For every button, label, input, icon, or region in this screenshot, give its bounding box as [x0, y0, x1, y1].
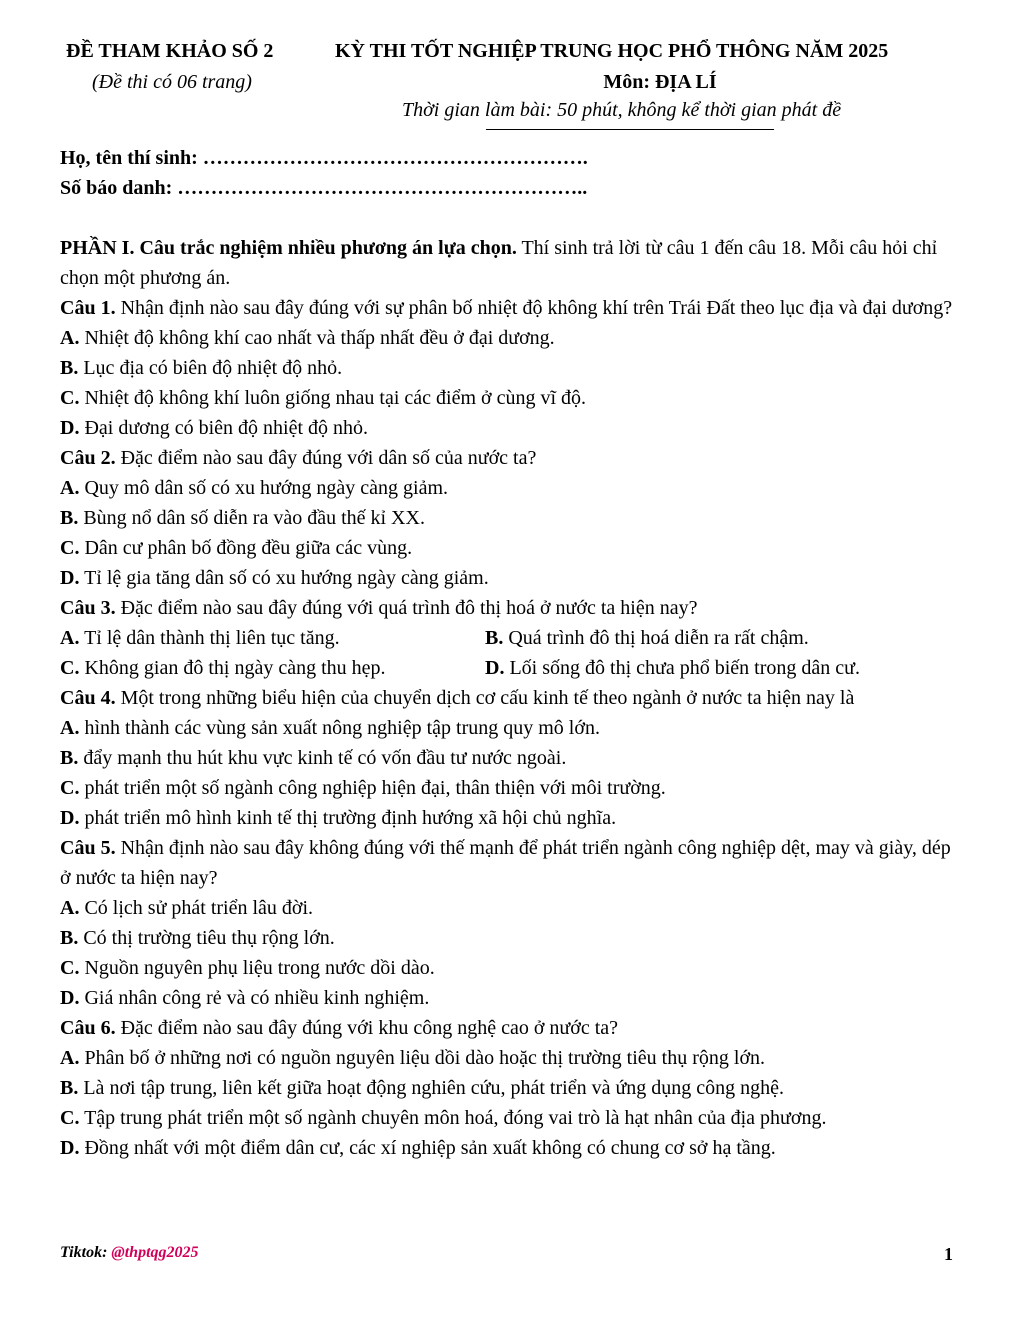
page-number: 1 [944, 1244, 953, 1264]
option-key: C. [60, 957, 80, 979]
option-key: B. [60, 747, 79, 769]
exam-title: KỲ THI TỐT NGHIỆP TRUNG HỌC PHỔ THÔNG NĂM 2025 [335, 40, 889, 62]
option-4b [60, 743, 966, 773]
question-text: Đặc điểm nào sau đây đúng với dân số của nước ta? [115, 447, 537, 469]
question-label: Câu 5. [60, 837, 116, 859]
option-text: Nhiệt độ không khí luôn giống nhau tại các điểm ở cùng vĩ độ. [79, 387, 587, 409]
option-text: phát triển một số ngành công nghiệp hiện đại, thân thiện với môi trường. [79, 777, 666, 799]
option-5d [60, 983, 966, 1013]
option-key: D. [485, 657, 505, 679]
option-key: C. [60, 657, 80, 679]
question-4 [60, 683, 966, 713]
option-key: B. [60, 507, 79, 529]
question-1 [60, 293, 966, 323]
option-2d [60, 563, 966, 593]
option-6d [60, 1133, 966, 1163]
question-3 [60, 593, 966, 623]
option-key: A. [60, 477, 80, 499]
option-text: Lối sống đô thị chưa phổ biến trong dân cư. [504, 657, 860, 679]
question-text: Đặc điểm nào sau đây đúng với khu công nghệ cao ở nước ta? [115, 1017, 618, 1039]
exam-code: ĐỀ THAM KHẢO SỐ 2 [66, 40, 274, 62]
option-1c [60, 383, 966, 413]
question-label: Câu 3. [60, 597, 116, 619]
options-row-3cd [60, 653, 966, 683]
option-5c [60, 953, 966, 983]
option-text: Đại dương có biên độ nhiệt độ nhỏ. [79, 417, 369, 439]
option-3a [60, 623, 485, 653]
option-text: Dân cư phân bố đồng đều giữa các vùng. [79, 537, 413, 559]
option-text: Quy mô dân số có xu hướng ngày càng giảm. [79, 477, 449, 499]
option-5a [60, 893, 966, 923]
option-key: A. [60, 717, 80, 739]
option-key: B. [60, 1077, 79, 1099]
question-text: Đặc điểm nào sau đây đúng với quá trình đô thị hoá ở nước ta hiện nay? [115, 597, 698, 619]
option-text: Quá trình đô thị hoá diễn ra rất chậm. [503, 627, 809, 649]
option-key: C. [60, 537, 80, 559]
option-key: D. [60, 567, 80, 589]
time-limit: Thời gian làm bài: 50 phút, không kể thời gian phát đề [402, 99, 842, 121]
option-6c [60, 1103, 966, 1133]
option-text: Là nơi tập trung, liên kết giữa hoạt động nghiên cứu, phát triển và ứng dụng công nghệ. [78, 1077, 785, 1099]
option-4d [60, 803, 966, 833]
option-text: Phân bố ở những nơi có nguồn nguyên liệu dồi dào hoặc thị trường tiêu thụ rộng lớn. [79, 1047, 766, 1069]
option-4a [60, 713, 966, 743]
option-text: Nguồn nguyên phụ liệu trong nước dồi dào. [79, 957, 435, 979]
section-title: PHẦN I. Câu trắc nghiệm nhiều phương án lựa chọn. [60, 237, 517, 259]
exam-content [60, 233, 966, 1163]
option-text: Có lịch sử phát triển lâu đời. [79, 897, 314, 919]
question-text: Một trong những biểu hiện của chuyển dịch cơ cấu kinh tế theo ngành ở nước ta hiện nay là [115, 687, 855, 709]
option-text: Tỉ lệ gia tăng dân số có xu hướng ngày càng giảm. [79, 567, 489, 589]
option-key: A. [60, 1047, 80, 1069]
header-divider [486, 129, 774, 130]
question-2 [60, 443, 966, 473]
option-text: Bùng nổ dân số diễn ra vào đầu thế kỉ XX. [78, 507, 425, 529]
option-text: phát triển mô hình kinh tế thị trường định hướng xã hội chủ nghĩa. [79, 807, 617, 829]
option-key: C. [60, 387, 80, 409]
options-row-3ab [60, 623, 966, 653]
question-5 [60, 833, 966, 893]
option-1a [60, 323, 966, 353]
option-3c [60, 653, 485, 683]
footer-prefix: Tiktok: [60, 1244, 112, 1261]
option-text: Tập trung phát triển một số ngành chuyên môn hoá, đóng vai trò là hạt nhân của địa phương. [79, 1107, 827, 1129]
option-text: Đồng nhất với một điểm dân cư, các xí nghiệp sản xuất không có chung cơ sở hạ tầng. [79, 1137, 776, 1159]
tiktok-handle[interactable]: @thptqg2025 [111, 1244, 199, 1261]
option-text: Không gian đô thị ngày càng thu hẹp. [79, 657, 386, 679]
option-5b [60, 923, 966, 953]
option-text: Nhiệt độ không khí cao nhất và thấp nhất đều ở đại dương. [79, 327, 555, 349]
option-text: hình thành các vùng sản xuất nông nghiệp tập trung quy mô lớn. [79, 717, 600, 739]
option-key: B. [60, 927, 79, 949]
option-key: D. [60, 1137, 80, 1159]
option-key: B. [60, 357, 79, 379]
subject: Môn: ĐỊA LÍ [603, 71, 717, 93]
question-6 [60, 1013, 966, 1043]
option-3d [485, 653, 860, 683]
question-text: Nhận định nào sau đây đúng với sự phân bố nhiệt độ không khí trên Trái Đất theo lục địa và đại dương? [115, 297, 953, 319]
option-6a [60, 1043, 966, 1073]
section-heading [60, 233, 966, 293]
option-text: Lục địa có biên độ nhiệt độ nhỏ. [78, 357, 343, 379]
candidate-id-field: Số báo danh: …………………………………………………….. [60, 177, 588, 199]
option-4c [60, 773, 966, 803]
option-text: Tỉ lệ dân thành thị liên tục tăng. [79, 627, 340, 649]
option-key: C. [60, 777, 80, 799]
option-key: A. [60, 327, 80, 349]
option-6b [60, 1073, 966, 1103]
option-key: D. [60, 417, 80, 439]
section-instruction: Thí sinh trả lời từ câu 1 đến câu 18. Mỗi câu hỏi chỉ chọn một phương án. [60, 237, 938, 289]
question-text: Nhận định nào sau đây không đúng với thế mạnh để phát triển ngành công nghiệp dệt, may và giày, dép ở nước ta hiện nay? [60, 837, 951, 889]
option-key: D. [60, 807, 80, 829]
option-2a [60, 473, 966, 503]
footer-social [60, 1244, 199, 1262]
option-key: D. [60, 987, 80, 1009]
option-key: A. [60, 627, 80, 649]
option-key: B. [485, 627, 504, 649]
option-2b [60, 503, 966, 533]
option-1b [60, 353, 966, 383]
option-text: đẩy mạnh thu hút khu vực kinh tế có vốn đầu tư nước ngoài. [78, 747, 567, 769]
option-text: Có thị trường tiêu thụ rộng lớn. [78, 927, 335, 949]
option-2c [60, 533, 966, 563]
candidate-name-field: Họ, tên thí sinh: …………………………………………………. [60, 147, 588, 169]
question-label: Câu 6. [60, 1017, 116, 1039]
question-label: Câu 1. [60, 297, 116, 319]
option-1d [60, 413, 966, 443]
option-key: C. [60, 1107, 80, 1129]
option-3b [485, 623, 809, 653]
question-label: Câu 2. [60, 447, 116, 469]
pages-note: (Đề thi có 06 trang) [92, 71, 252, 93]
option-key: A. [60, 897, 80, 919]
question-label: Câu 4. [60, 687, 116, 709]
option-text: Giá nhân công rẻ và có nhiều kinh nghiệm. [79, 987, 430, 1009]
